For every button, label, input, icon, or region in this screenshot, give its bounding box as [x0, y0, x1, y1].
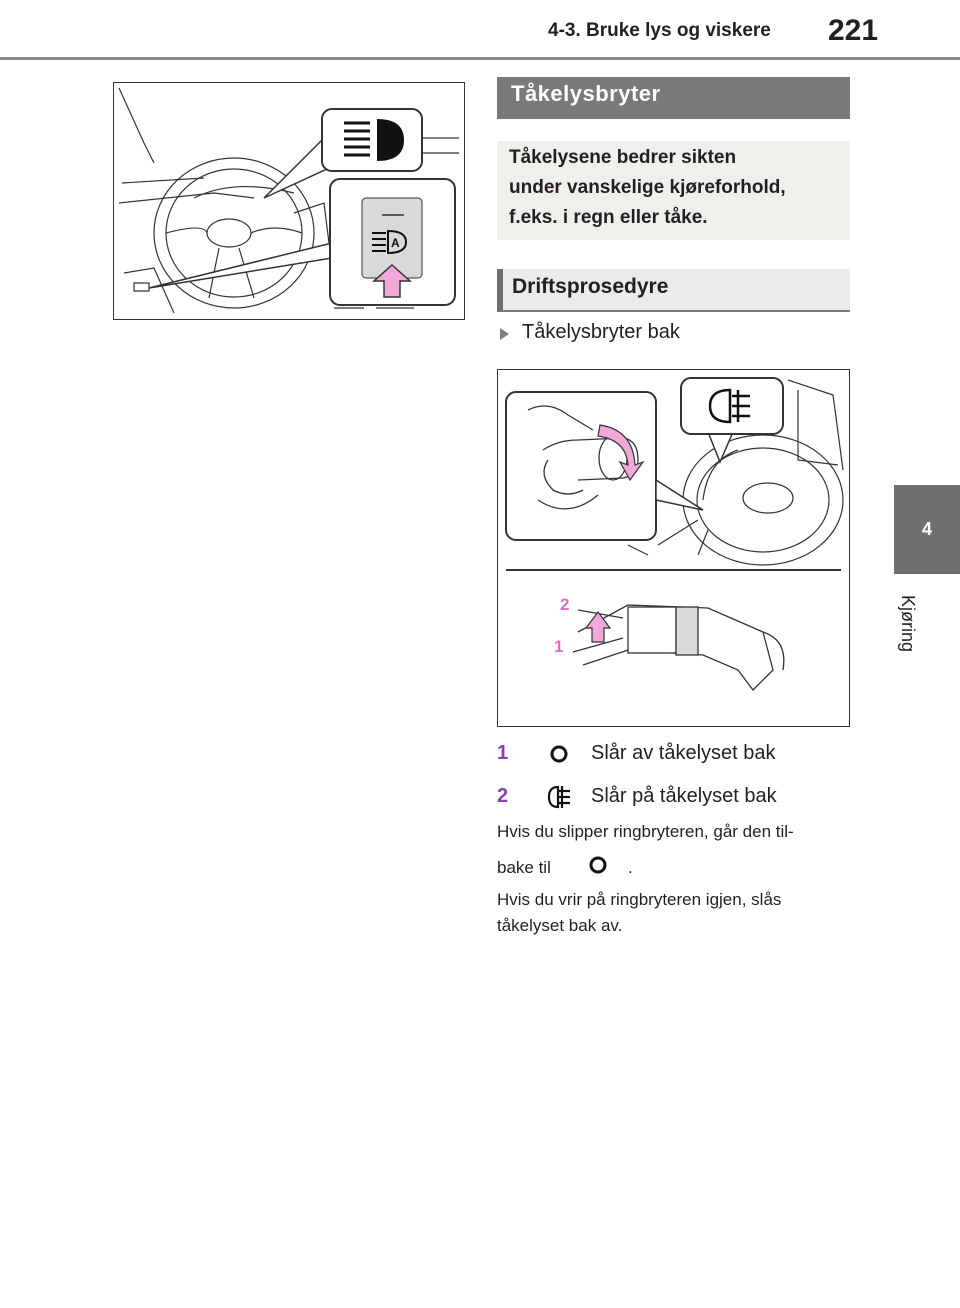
- svg-text:A: A: [391, 236, 400, 250]
- dashboard-illustration: [114, 83, 464, 319]
- intro-box: [497, 141, 850, 240]
- item-number: 1: [497, 742, 509, 764]
- intro-line: f.eks. i regn eller tåke.: [509, 207, 708, 228]
- item-text: Slår på tåkelyset bak: [591, 785, 777, 807]
- bullet-triangle-icon: [500, 328, 509, 340]
- note-text: tåkelyset bak av.: [497, 916, 623, 935]
- intro-line: under vanskelige kjøreforhold,: [509, 177, 786, 198]
- rear-fog-icon: [546, 784, 574, 810]
- figure-headlight-switch: [113, 82, 465, 320]
- off-ring-icon: [549, 744, 569, 764]
- note-text: Hvis du slipper ringbryteren, går den til-: [497, 822, 794, 841]
- item-number: 2: [497, 785, 509, 807]
- intro-line: Tåkelysene bedrer sikten: [509, 147, 737, 168]
- item-text: Slår av tåkelyset bak: [591, 742, 776, 764]
- note-text: bake til: [497, 858, 551, 877]
- callout-2-label: 2: [560, 595, 570, 614]
- section-heading: Tåkelysbryter: [497, 77, 850, 119]
- note-text: Hvis du vrir på ringbryteren igjen, slås: [497, 890, 782, 909]
- header-rule: [0, 57, 960, 60]
- bullet-text: Tåkelysbryter bak: [522, 321, 680, 343]
- figure-rear-fog-switch: [497, 369, 850, 727]
- callout-1-label: 1: [554, 637, 564, 656]
- off-ring-icon: [588, 855, 608, 875]
- chapter-tab: 4: [894, 485, 960, 574]
- subsection-heading: Driftsprosedyre: [497, 269, 850, 312]
- chapter-name-label: Kjøring: [898, 595, 918, 653]
- header-section-title: 4-3. Bruke lys og viskere: [548, 20, 771, 41]
- note-text: .: [628, 858, 633, 877]
- fog-switch-illustration: [498, 370, 849, 726]
- page-number: 221: [828, 14, 879, 47]
